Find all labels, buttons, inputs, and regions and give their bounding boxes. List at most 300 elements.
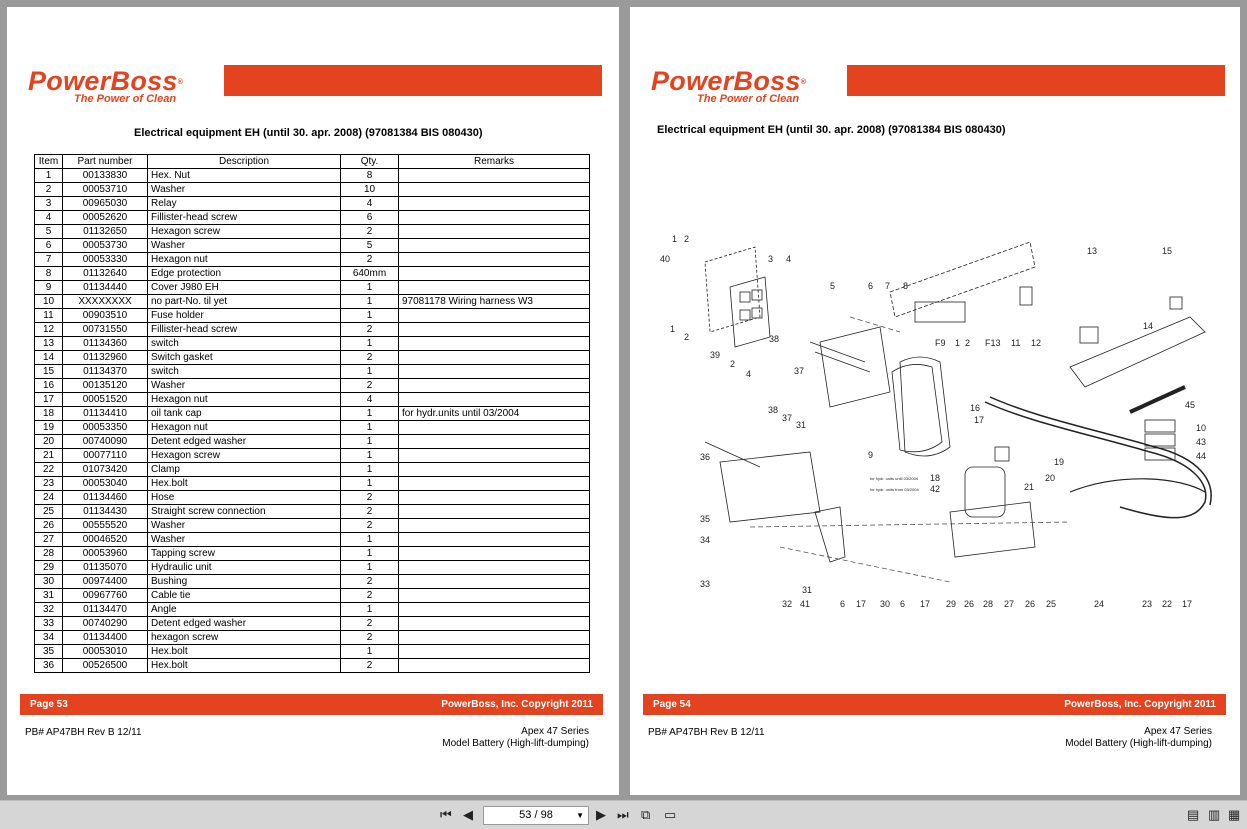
table-row [35, 281, 590, 295]
callout-label: 17 [974, 415, 985, 425]
row-item: 18 [35, 407, 63, 421]
row-item: 34 [35, 631, 63, 645]
callout-label: 28 [983, 599, 994, 609]
row-description: no part-No. til yet [148, 295, 341, 309]
row-qty: 5 [341, 239, 399, 253]
row-remarks [399, 337, 590, 351]
callout-label: 22 [1162, 599, 1173, 609]
table-row [35, 267, 590, 281]
row-part-number: 00053330 [63, 253, 148, 267]
row-part-number: 00555520 [63, 519, 148, 533]
row-remarks [399, 589, 590, 603]
row-part-number: 01134470 [63, 603, 148, 617]
row-description: Relay [148, 197, 341, 211]
row-part-number: 01134440 [63, 281, 148, 295]
table-row [35, 225, 590, 239]
callout-label: 6 [868, 281, 874, 291]
row-item: 23 [35, 477, 63, 491]
row-part-number: 01134430 [63, 505, 148, 519]
row-description: Hexagon screw [148, 225, 341, 239]
row-remarks [399, 631, 590, 645]
table-row [35, 393, 590, 407]
row-item: 16 [35, 379, 63, 393]
row-item: 6 [35, 239, 63, 253]
row-qty: 1 [341, 407, 399, 421]
logo-wordmark: PowerBoss [28, 66, 178, 96]
callout-label: 17 [920, 599, 931, 609]
callout-label: 40 [660, 254, 671, 264]
footer-bar [20, 694, 603, 715]
row-description: hexagon screw [148, 631, 341, 645]
row-item: 21 [35, 449, 63, 463]
callout-18: 18 [930, 473, 941, 483]
row-remarks [399, 547, 590, 561]
table-row [35, 645, 590, 659]
logo-wordmark: PowerBoss [651, 66, 801, 96]
callout-label: 16 [970, 403, 981, 413]
powerboss-logo: PowerBoss® The Power of Clean [28, 66, 184, 105]
row-remarks [399, 169, 590, 183]
table-row [35, 589, 590, 603]
row-description: Hex.bolt [148, 659, 341, 673]
row-item: 26 [35, 519, 63, 533]
page-title: Electrical equipment EH (until 30. apr. 2008) (97081384 BIS 080430) [134, 127, 483, 139]
fit-page-icon[interactable]: ▭ [664, 807, 677, 822]
row-part-number: 00135120 [63, 379, 148, 393]
row-item: 24 [35, 491, 63, 505]
table-row [35, 491, 590, 505]
row-part-number: 00903510 [63, 309, 148, 323]
row-description: Detent edged washer [148, 617, 341, 631]
row-item: 33 [35, 617, 63, 631]
row-qty: 1 [341, 435, 399, 449]
row-qty: 2 [341, 225, 399, 239]
row-description: Angle [148, 603, 341, 617]
continuous-view-icon[interactable]: ▥ [1208, 807, 1221, 822]
row-item: 12 [35, 323, 63, 337]
row-qty: 1 [341, 603, 399, 617]
note-from-2004: for hydr. units from 03/2004 [870, 487, 919, 492]
row-description: Hex. Nut [148, 169, 341, 183]
table-row [35, 239, 590, 253]
series-info [442, 726, 589, 750]
row-qty: 8 [341, 169, 399, 183]
page-53 [7, 7, 619, 795]
row-description: Hexagon nut [148, 393, 341, 407]
row-remarks [399, 393, 590, 407]
row-item: 8 [35, 267, 63, 281]
row-qty: 1 [341, 561, 399, 575]
callout-label: F13 [985, 338, 1001, 348]
callout-label: 44 [1196, 451, 1207, 461]
row-remarks [399, 477, 590, 491]
row-part-number: 00133830 [63, 169, 148, 183]
table-row [35, 603, 590, 617]
row-remarks [399, 505, 590, 519]
row-description: Switch gasket [148, 351, 341, 365]
row-item: 7 [35, 253, 63, 267]
row-item: 14 [35, 351, 63, 365]
callout-label: 2 [684, 234, 690, 244]
callout-label: 11 [1011, 338, 1021, 348]
row-remarks [399, 323, 590, 337]
table-row [35, 659, 590, 673]
callout-label: 12 [1031, 338, 1042, 348]
row-remarks [399, 519, 590, 533]
row-remarks [399, 351, 590, 365]
header-bar [224, 65, 602, 96]
row-qty: 2 [341, 491, 399, 505]
row-qty: 2 [341, 379, 399, 393]
table-header-row [35, 155, 590, 169]
row-remarks [399, 211, 590, 225]
callout-label: 36 [700, 452, 711, 462]
callout-label: 19 [1054, 457, 1065, 467]
header-part-number: Part number [63, 155, 148, 169]
row-qty: 6 [341, 211, 399, 225]
single-page-view-icon[interactable]: ▤ [1187, 807, 1200, 822]
callout-label: 4 [786, 254, 792, 264]
row-qty: 1 [341, 337, 399, 351]
row-qty: 2 [341, 519, 399, 533]
callout-label: 41 [800, 599, 811, 609]
row-remarks: for hydr.units until 03/2004 [399, 407, 590, 421]
callout-label: 1 [955, 338, 961, 348]
row-remarks [399, 267, 590, 281]
callout-label: 3 [768, 254, 774, 264]
viewer-toolbar [0, 800, 1247, 829]
row-remarks [399, 603, 590, 617]
doc-code: PB# AP47BH Rev B 12/11 [648, 727, 765, 738]
row-description: Washer [148, 183, 341, 197]
row-description: Washer [148, 239, 341, 253]
table-row [35, 253, 590, 267]
callout-label: 31 [802, 585, 813, 595]
row-qty: 1 [341, 645, 399, 659]
callout-label: 38 [769, 334, 780, 344]
row-part-number: 01135070 [63, 561, 148, 575]
parts-table-body [35, 169, 590, 673]
callout-label: 1 [672, 234, 678, 244]
table-row [35, 547, 590, 561]
row-qty: 1 [341, 533, 399, 547]
table-row [35, 379, 590, 393]
page-indicator: 53 / 98 [519, 809, 553, 821]
row-remarks [399, 253, 590, 267]
callout-label: 37 [782, 413, 793, 423]
row-item: 31 [35, 589, 63, 603]
row-description: Hexagon screw [148, 449, 341, 463]
row-description: Fuse holder [148, 309, 341, 323]
series-name: Apex 47 Series [1144, 726, 1212, 737]
row-description: Hexagon nut [148, 421, 341, 435]
page-selector[interactable] [483, 806, 589, 825]
table-row [35, 351, 590, 365]
row-remarks [399, 463, 590, 477]
copyright: PowerBoss, Inc. Copyright 2011 [1064, 699, 1216, 710]
row-remarks [399, 225, 590, 239]
callout-label: 20 [1045, 473, 1056, 483]
callout-label: 2 [684, 332, 690, 342]
row-remarks [399, 379, 590, 393]
callout-label: 26 [964, 599, 975, 609]
row-part-number: 00052620 [63, 211, 148, 225]
row-part-number: 00974400 [63, 575, 148, 589]
page-title: Electrical equipment EH (until 30. apr. 2008) (97081384 BIS 080430) [657, 124, 1006, 136]
row-qty: 1 [341, 295, 399, 309]
row-description: Bushing [148, 575, 341, 589]
table-row [35, 211, 590, 225]
row-description: Hex.bolt [148, 477, 341, 491]
table-row [35, 519, 590, 533]
exploded-parts-diagram [650, 222, 1220, 622]
table-row [35, 197, 590, 211]
row-qty: 1 [341, 463, 399, 477]
row-description: Tapping screw [148, 547, 341, 561]
row-remarks [399, 421, 590, 435]
row-qty: 1 [341, 365, 399, 379]
table-row [35, 561, 590, 575]
callout-label: 15 [1162, 246, 1173, 256]
row-part-number: 01134460 [63, 491, 148, 505]
next-page-button[interactable]: ▶ [596, 807, 606, 822]
row-qty: 640mm [341, 267, 399, 281]
callout-label: 30 [880, 599, 891, 609]
row-item: 13 [35, 337, 63, 351]
callout-label: 23 [1142, 599, 1153, 609]
row-part-number: 00740290 [63, 617, 148, 631]
callout-label: 17 [1182, 599, 1193, 609]
rotate-icon[interactable]: ⧉ [641, 807, 651, 822]
row-qty: 2 [341, 253, 399, 267]
row-item: 19 [35, 421, 63, 435]
row-part-number: 01132650 [63, 225, 148, 239]
row-part-number: 01134400 [63, 631, 148, 645]
row-remarks [399, 239, 590, 253]
model-name: Model Battery (High-lift-dumping) [442, 738, 589, 749]
row-remarks [399, 183, 590, 197]
row-description: Hex.bolt [148, 645, 341, 659]
callout-label: 24 [1094, 599, 1105, 609]
table-row [35, 421, 590, 435]
page-number: Page 53 [30, 699, 68, 710]
row-description: Fillister-head screw [148, 211, 341, 225]
callout-label: 1 [670, 324, 676, 334]
series-info [1065, 726, 1212, 750]
row-item: 1 [35, 169, 63, 183]
row-qty: 2 [341, 575, 399, 589]
row-part-number: 00731550 [63, 323, 148, 337]
table-row [35, 337, 590, 351]
header-item: Item [35, 155, 63, 169]
row-qty: 4 [341, 393, 399, 407]
callout-label: 33 [700, 579, 711, 589]
callout-label: 43 [1196, 437, 1207, 447]
copyright: PowerBoss, Inc. Copyright 2011 [441, 699, 593, 710]
row-item: 2 [35, 183, 63, 197]
callout-label: 2 [730, 359, 736, 369]
first-page-button[interactable]: ⏮ [440, 807, 452, 822]
row-part-number: 00965030 [63, 197, 148, 211]
note-until-2004: for hydr. units until 03/2004 [870, 476, 919, 481]
callout-label: 21 [1024, 482, 1035, 492]
callout-label: 38 [768, 405, 779, 415]
callout-label: 10 [1196, 423, 1207, 433]
callout-label: 45 [1185, 400, 1196, 410]
table-row [35, 183, 590, 197]
logo-tagline: The Power of Clean [697, 93, 800, 105]
callout-label: 37 [794, 366, 805, 376]
previous-page-button[interactable]: ◀ [463, 807, 473, 822]
row-qty: 1 [341, 281, 399, 295]
callout-label: 4 [746, 369, 752, 379]
callout-label: 8 [903, 281, 909, 291]
row-remarks [399, 435, 590, 449]
table-row [35, 631, 590, 645]
callout-label: 17 [856, 599, 867, 609]
row-remarks [399, 561, 590, 575]
row-description: Hose [148, 491, 341, 505]
table-row [35, 309, 590, 323]
table-row [35, 169, 590, 183]
powerboss-logo: PowerBoss® The Power of Clean [651, 66, 807, 105]
callout-label: 2 [965, 338, 971, 348]
row-remarks [399, 449, 590, 463]
logo-tagline: The Power of Clean [74, 93, 177, 105]
row-qty: 10 [341, 183, 399, 197]
row-part-number: 00053960 [63, 547, 148, 561]
callout-label: 7 [885, 281, 891, 291]
row-qty: 1 [341, 449, 399, 463]
model-name: Model Battery (High-lift-dumping) [1065, 738, 1212, 749]
footer-bar [643, 694, 1226, 715]
row-item: 22 [35, 463, 63, 477]
row-qty: 2 [341, 617, 399, 631]
row-part-number: 00740090 [63, 435, 148, 449]
row-item: 17 [35, 393, 63, 407]
row-part-number: 00053350 [63, 421, 148, 435]
row-remarks [399, 365, 590, 379]
table-row [35, 575, 590, 589]
row-item: 9 [35, 281, 63, 295]
row-remarks [399, 197, 590, 211]
page-54 [630, 7, 1240, 795]
table-row [35, 477, 590, 491]
row-remarks [399, 491, 590, 505]
callout-label: 39 [710, 350, 721, 360]
row-qty: 2 [341, 631, 399, 645]
row-remarks [399, 281, 590, 295]
callout-label: 29 [946, 599, 957, 609]
row-item: 35 [35, 645, 63, 659]
row-remarks [399, 533, 590, 547]
row-qty: 1 [341, 309, 399, 323]
row-part-number: 00077110 [63, 449, 148, 463]
row-remarks [399, 617, 590, 631]
callout-label: 25 [1046, 599, 1057, 609]
row-qty: 4 [341, 197, 399, 211]
last-page-button[interactable]: ⏭ [617, 807, 629, 822]
row-remarks [399, 575, 590, 589]
row-item: 28 [35, 547, 63, 561]
row-description: Hydraulic unit [148, 561, 341, 575]
header-qty: Qty. [341, 155, 399, 169]
row-item: 27 [35, 533, 63, 547]
row-qty: 2 [341, 323, 399, 337]
table-row [35, 435, 590, 449]
row-item: 25 [35, 505, 63, 519]
row-item: 30 [35, 575, 63, 589]
row-item: 36 [35, 659, 63, 673]
callout-labels [660, 234, 1206, 609]
table-row [35, 407, 590, 421]
row-item: 4 [35, 211, 63, 225]
table-row [35, 295, 590, 309]
row-item: 11 [35, 309, 63, 323]
callout-label: 27 [1004, 599, 1015, 609]
row-qty: 2 [341, 659, 399, 673]
callout-42: 42 [930, 484, 941, 494]
row-description: switch [148, 337, 341, 351]
row-item: 29 [35, 561, 63, 575]
row-description: switch [148, 365, 341, 379]
two-page-view-icon[interactable]: ▦ [1228, 807, 1241, 822]
callout-label: 14 [1143, 321, 1154, 331]
chevron-down-icon: ▼ [576, 811, 584, 820]
callout-label: 9 [868, 450, 874, 460]
row-qty: 2 [341, 351, 399, 365]
row-part-number: 00051520 [63, 393, 148, 407]
callout-label: 31 [796, 420, 807, 430]
row-description: Fillister-head screw [148, 323, 341, 337]
row-part-number: 00053710 [63, 183, 148, 197]
table-row [35, 365, 590, 379]
row-item: 5 [35, 225, 63, 239]
row-description: oil tank cap [148, 407, 341, 421]
callout-label: 6 [900, 599, 906, 609]
row-description: Washer [148, 519, 341, 533]
row-description: Edge protection [148, 267, 341, 281]
row-part-number: 00053730 [63, 239, 148, 253]
header-bar [847, 65, 1225, 96]
callout-label: 6 [840, 599, 846, 609]
callout-label: 34 [700, 535, 711, 545]
table-row [35, 617, 590, 631]
table-row [35, 463, 590, 477]
row-part-number: 00526500 [63, 659, 148, 673]
row-item: 15 [35, 365, 63, 379]
row-part-number: 01134360 [63, 337, 148, 351]
callout-label: 13 [1087, 246, 1098, 256]
table-row [35, 449, 590, 463]
row-qty: 1 [341, 477, 399, 491]
row-remarks: 97081178 Wiring harness W3 [399, 295, 590, 309]
callout-label: 35 [700, 514, 711, 524]
row-description: Cover J980 EH [148, 281, 341, 295]
row-description: Washer [148, 379, 341, 393]
doc-code: PB# AP47BH Rev B 12/11 [25, 727, 142, 738]
row-part-number: 01134370 [63, 365, 148, 379]
row-qty: 2 [341, 589, 399, 603]
header-remarks: Remarks [399, 155, 590, 169]
callout-label: F9 [935, 338, 946, 348]
row-remarks [399, 645, 590, 659]
row-part-number: 00046520 [63, 533, 148, 547]
row-part-number: 00053040 [63, 477, 148, 491]
row-part-number: XXXXXXXX [63, 295, 148, 309]
row-description: Straight screw connection [148, 505, 341, 519]
callout-label: 26 [1025, 599, 1036, 609]
